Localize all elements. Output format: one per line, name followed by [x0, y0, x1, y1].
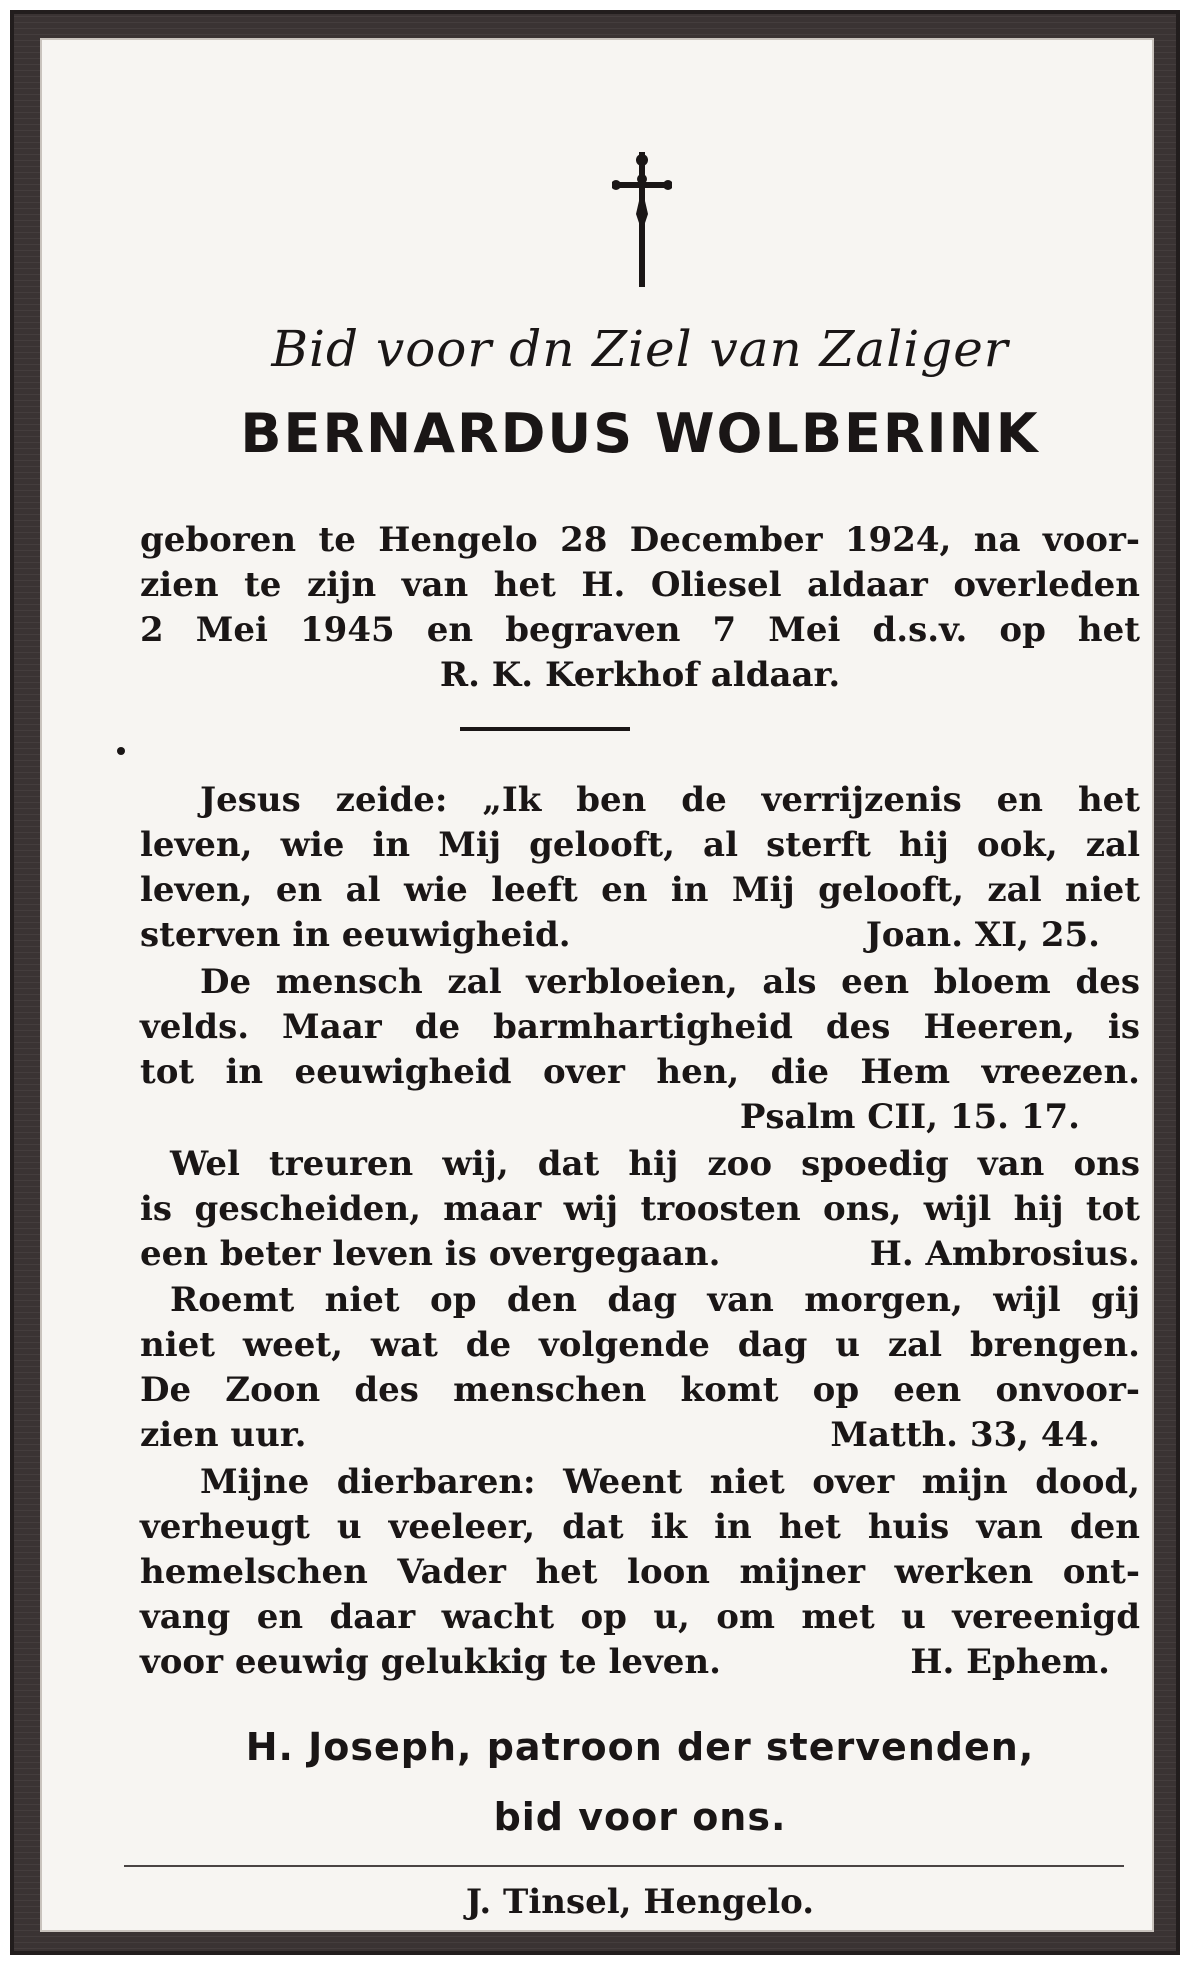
footer-rule: [124, 1865, 1124, 1867]
verse-ambrosius: [140, 1142, 1140, 1277]
verse-matthew: [140, 1278, 1140, 1458]
verse-last-line: [140, 1095, 1140, 1140]
closing-invocation: H. Joseph, patroon der stervenden,: [245, 1725, 1035, 1769]
verse-line: hemelschen Vader het loon mijner werken ont-: [140, 1552, 1140, 1592]
bio-line: zien te zijn van het H. Oliesel aldaar overleden: [140, 565, 1140, 605]
verse-line: sterven in eeuwigheid.: [140, 915, 571, 955]
verse-line: Roemt niet op den dag van morgen, wijl gij: [170, 1280, 1140, 1320]
cross-icon: [612, 152, 672, 287]
verse-last-line: [140, 1413, 1140, 1458]
printer-credit: J. Tinsel, Hengelo.: [465, 1882, 815, 1922]
memorial-card: [42, 40, 1152, 1930]
verse-line: velds. Maar de barmhartigheid des Heeren, is: [140, 1007, 1140, 1047]
verse-last-line: [140, 1232, 1140, 1277]
verse-line: Wel treuren wij, dat hij zoo spoedig van ons: [170, 1144, 1140, 1184]
verse-last-line: [140, 1640, 1140, 1685]
verse-line: Mijne dierbaren: Weent niet over mijn dood,: [200, 1462, 1140, 1502]
verse-line: zien uur.: [140, 1415, 307, 1455]
verse-ephem: [140, 1460, 1140, 1685]
closing-prayer: bid voor ons.: [493, 1795, 787, 1839]
verse-psalm: [140, 960, 1140, 1140]
verse-source: H. Ambrosius.: [869, 1234, 1140, 1274]
verse-line: is gescheiden, maar wij troosten ons, wijl hij tot: [140, 1189, 1140, 1229]
verse-source: Joan. XI, 25.: [865, 915, 1100, 955]
verse-line: De mensch zal verbloeien, als een bloem des: [200, 962, 1140, 1002]
prayer-heading: Bid voor dn Ziel van Zaliger: [271, 320, 1009, 378]
verse-line: De Zoon des menschen komt op een onvoor-: [140, 1370, 1140, 1410]
verse-joan: [140, 778, 1140, 958]
section-divider: [460, 727, 630, 731]
verse-source: H. Ephem.: [910, 1642, 1110, 1682]
verse-source: Psalm CII, 15. 17.: [739, 1097, 1080, 1137]
verse-line: vang en daar wacht op u, om met u vereenigd: [140, 1597, 1140, 1637]
verse-line: niet weet, wat de volgende dag u zal brengen.: [140, 1325, 1140, 1365]
print-speck: [117, 747, 125, 755]
verse-line: een beter leven is overgegaan.: [140, 1234, 721, 1274]
bio-line: 2 Mei 1945 en begraven 7 Mei d.s.v. op het: [140, 610, 1140, 650]
bio-line: geboren te Hengelo 28 December 1924, na voor-: [140, 520, 1140, 560]
verse-line: voor eeuwig gelukkig te leven.: [140, 1642, 721, 1682]
verse-source: Matth. 33, 44.: [830, 1415, 1100, 1455]
verse-last-line: [140, 913, 1140, 958]
verse-line: leven, en al wie leeft en in Mij gelooft, zal niet: [140, 870, 1140, 910]
deceased-name: BERNARDUS WOLBERINK: [240, 402, 1040, 465]
verse-line: Jesus zeide: „Ik ben de verrijzenis en het: [200, 780, 1140, 820]
verse-line: verheugt u veeleer, dat ik in het huis van den: [140, 1507, 1140, 1547]
verse-line: tot in eeuwigheid over hen, die Hem vreezen.: [140, 1052, 1140, 1092]
bio-line: R. K. Kerkhof aldaar.: [439, 655, 841, 695]
verse-line: leven, wie in Mij gelooft, al sterft hij ook, zal: [140, 825, 1140, 865]
biography-paragraph: [140, 518, 1140, 698]
